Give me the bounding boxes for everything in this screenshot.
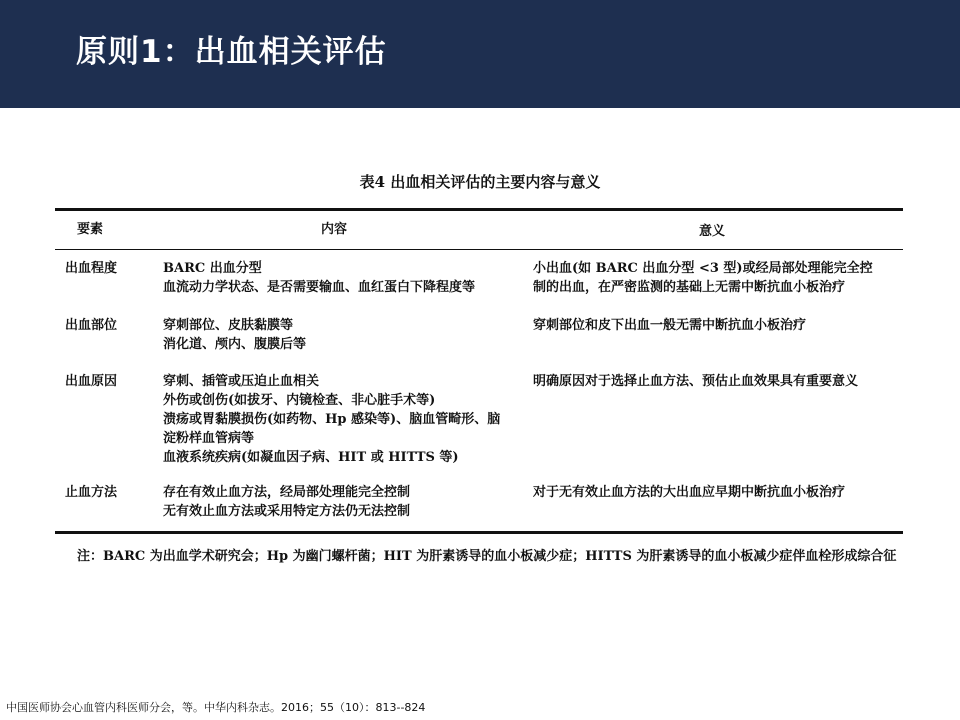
meaning-line: 小出血(如 BARC 出血分型 <3 型)或经局部处理能完全控 bbox=[533, 261, 873, 276]
meaning-line: 穿刺部位和皮下出血一般无需中断抗血小板治疗 bbox=[533, 318, 807, 333]
meaning-line: 制的出血，在严密监测的基础上无需中断抗血小板治疗 bbox=[533, 280, 846, 295]
table-row-1-factor: 出血程度 bbox=[65, 261, 118, 276]
table-row-4-factor: 止血方法 bbox=[65, 485, 118, 500]
column-header-meaning: 意义 bbox=[699, 224, 726, 239]
table-row-3-content bbox=[163, 372, 500, 467]
table-top-rule bbox=[55, 208, 903, 211]
content-line: BARC 出血分型 bbox=[163, 261, 262, 276]
content-line: 存在有效止血方法，经局部处理能完全控制 bbox=[163, 485, 411, 500]
column-header-factor: 要素 bbox=[77, 222, 104, 237]
table-bottom-rule bbox=[55, 531, 903, 534]
table-header-rule bbox=[55, 249, 903, 250]
content-line: 无有效止血方法或采用特定方法仍无法控制 bbox=[163, 504, 411, 519]
content-line: 血流动力学状态、是否需要输血、血红蛋白下降程度等 bbox=[163, 280, 476, 295]
meaning-line: 明确原因对于选择止血方法、预估止血效果具有重要意义 bbox=[533, 374, 859, 389]
content-line: 血液系统疾病(如凝血因子病、HIT 或 HITTS 等) bbox=[163, 450, 459, 465]
table-figure bbox=[55, 165, 905, 585]
content-line: 穿刺、插管或压迫止血相关 bbox=[163, 374, 320, 389]
table-row-3-factor: 出血原因 bbox=[65, 374, 118, 389]
column-header-content: 内容 bbox=[321, 222, 348, 237]
table-row-4-meaning bbox=[533, 483, 845, 502]
citation-footer: 中国医师协会心血管内科医师分会，等。中华内科杂志。2016；55（10）：813--824 bbox=[6, 701, 426, 714]
meaning-line: 对于无有效止血方法的大出血应早期中断抗血小板治疗 bbox=[533, 485, 846, 500]
table-row-4-content bbox=[163, 483, 410, 521]
content-line: 外伤或创伤(如拔牙、内镜检查、非心脏手术等) bbox=[163, 393, 436, 408]
content-line: 淀粉样血管病等 bbox=[163, 431, 255, 446]
content-line: 消化道、颅内、腹膜后等 bbox=[163, 337, 307, 352]
content-line: 穿刺部位、皮肤黏膜等 bbox=[163, 318, 294, 333]
table-note: 注：BARC 为出血学术研究会；Hp 为幽门螺杆菌；HIT 为肝素诱导的血小板减少症；HITTS 为肝素诱导的血小板减少症伴血栓形成综合征 bbox=[77, 549, 897, 564]
table-row-3-meaning bbox=[533, 372, 858, 391]
table-row-2-factor: 出血部位 bbox=[65, 318, 118, 333]
table-row-1-meaning bbox=[533, 259, 873, 297]
table-row-2-content bbox=[163, 316, 306, 354]
content-line: 溃疡或胃黏膜损伤(如药物、Hp 感染等)、脑血管畸形、脑 bbox=[163, 412, 501, 427]
table-row-2-meaning bbox=[533, 316, 806, 335]
slide-title: 原则1：出血相关评估 bbox=[76, 34, 387, 70]
title-bar bbox=[0, 0, 960, 108]
table-caption: 表4 出血相关评估的主要内容与意义 bbox=[359, 173, 601, 191]
table-row-1-content bbox=[163, 259, 475, 297]
